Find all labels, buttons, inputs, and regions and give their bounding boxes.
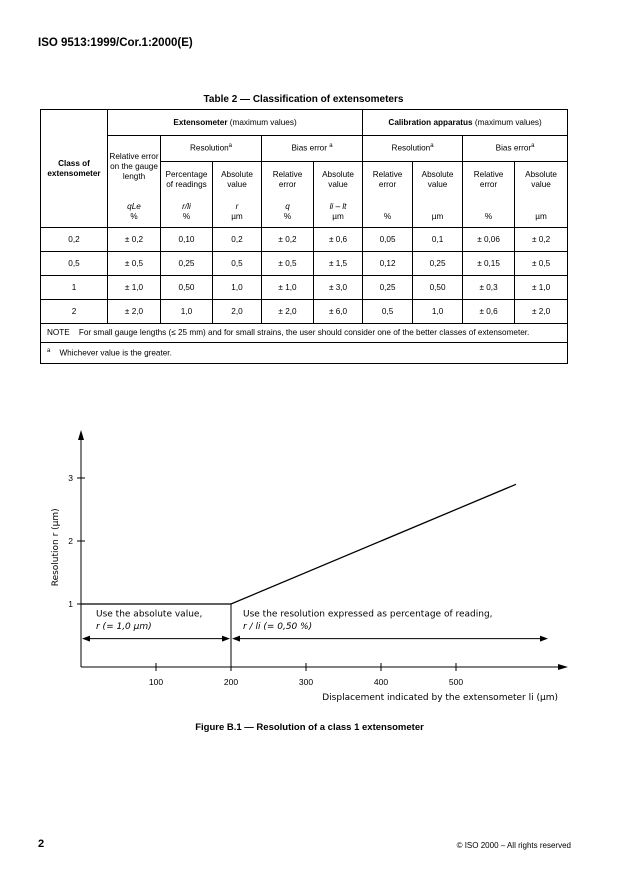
annotation-left-line2: r (= 1,0 µm) <box>96 622 152 633</box>
y-axis-label: Resolution r (µm) <box>51 508 61 587</box>
copyright-notice: © ISO 2000 – All rights reserved <box>456 841 571 850</box>
cal-absolute-value-header: Absolute value <box>515 162 568 198</box>
relative-error-header: Relative error <box>262 162 314 198</box>
resolution-line <box>81 484 516 604</box>
x-tick-label: 300 <box>298 677 314 687</box>
table-title: Table 2 — Classification of extensometers <box>203 94 404 105</box>
cal-bias-error-header: Bias error$^a$ <box>463 136 568 162</box>
table-footnote: $^a$ Whichever value is the greater. <box>41 342 568 364</box>
absolute-value-header: Absolute value <box>314 162 363 198</box>
cal-relative-error-header: Relative error <box>463 162 515 198</box>
symbol-cell: µm <box>413 198 463 228</box>
percentage-range-arrow-head-right <box>540 636 548 642</box>
symbol-cell: % <box>463 198 515 228</box>
cal-relative-error-header: Relative error <box>363 162 413 198</box>
class-header: Class of extensometer <box>41 110 108 228</box>
x-axis-label: Displacement indicated by the extensometer li (µm) <box>322 693 558 703</box>
chart-series <box>81 484 516 667</box>
y-tick-label: 1 <box>68 599 73 609</box>
percentage-of-readings-header: Percentage of readings <box>161 162 213 198</box>
resolution-header: Resolution$^a$ <box>161 136 262 162</box>
classification-table <box>40 109 568 364</box>
symbol-cell: li – lt µm <box>314 198 363 228</box>
absolute-value-header: Absolute value <box>213 162 262 198</box>
document-header: ISO 9513:1999/Cor.1:2000(E) <box>38 37 193 49</box>
resolution-chart <box>36 420 576 710</box>
relative-error-gauge-header: Relative error on the gauge length <box>108 136 161 198</box>
table-note: NOTE For small gauge lengths (≤ 25 mm) and for small strains, the user should consider one of the better classes of extensometer. <box>41 324 568 343</box>
percentage-range-arrow-head-left <box>232 636 240 642</box>
symbol-cell: µm <box>515 198 568 228</box>
cal-absolute-value-header: Absolute value <box>413 162 463 198</box>
extensometer-group-header: Extensometer (maximum values) <box>108 110 363 136</box>
chart-ticks <box>68 473 463 687</box>
x-tick-label: 500 <box>448 677 464 687</box>
x-tick-label: 400 <box>373 677 389 687</box>
annotation-right-line1: Use the resolution expressed as percentage of reading, <box>243 609 493 620</box>
table-row: 0,2 ± 0,2 0,10 0,2 ± 0,2 ± 0,6 0,05 0,1 ± 0,06 ± 0,2 <box>41 228 568 252</box>
x-tick-label: 200 <box>223 677 239 687</box>
annotation-left-line1: Use the absolute value, <box>96 609 203 620</box>
page-number: 2 <box>38 838 45 850</box>
y-tick-label: 2 <box>68 536 73 546</box>
symbol-cell: q % <box>262 198 314 228</box>
y-tick-label: 3 <box>68 473 73 483</box>
bias-error-header: Bias error $^a$ <box>262 136 363 162</box>
chart-annotations <box>82 610 548 642</box>
chart-axes <box>51 430 568 703</box>
calibration-group-header: Calibration apparatus (maximum values) <box>363 110 568 136</box>
x-axis-arrow <box>558 664 568 670</box>
symbol-cell: r µm <box>213 198 262 228</box>
absolute-range-arrow-head-left <box>82 636 90 642</box>
x-tick-label: 100 <box>148 677 164 687</box>
y-axis-arrow <box>78 430 84 440</box>
table-row: 2 ± 2,0 1,0 2,0 ± 2,0 ± 6,0 0,5 1,0 ± 0,6 ± 2,0 <box>41 300 568 324</box>
symbol-cell: qLe % <box>108 198 161 228</box>
table-row: 0,5 ± 0,5 0,25 0,5 ± 0,5 ± 1,5 0,12 0,25 ± 0,15 ± 0,5 <box>41 252 568 276</box>
cal-resolution-header: Resolution$^a$ <box>363 136 463 162</box>
figure-caption: Figure B.1 — Resolution of a class 1 extensometer <box>195 722 424 733</box>
symbol-cell: r/li % <box>161 198 213 228</box>
symbol-cell: % <box>363 198 413 228</box>
absolute-range-arrow-head-right <box>222 636 230 642</box>
table-row: 1 ± 1,0 0,50 1,0 ± 1,0 ± 3,0 0,25 0,50 ± 0,3 ± 1,0 <box>41 276 568 300</box>
annotation-right-line2: r / li (= 0,50 %) <box>243 622 313 633</box>
